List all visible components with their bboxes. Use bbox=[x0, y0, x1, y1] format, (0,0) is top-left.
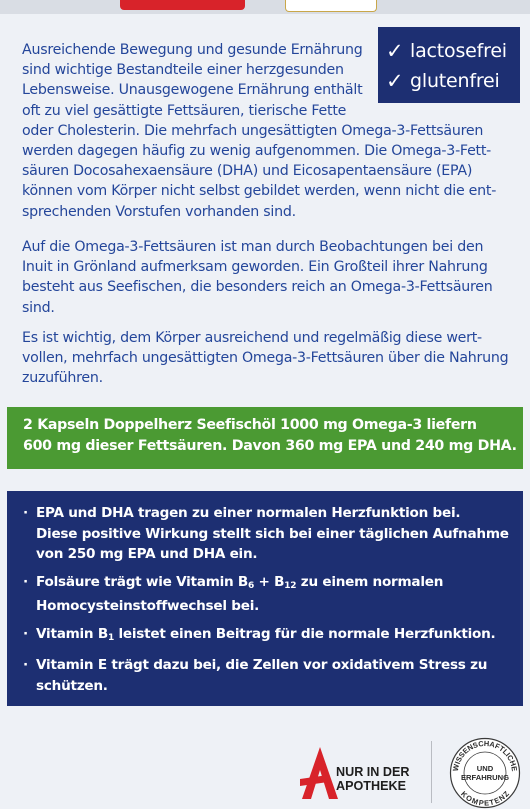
text-line: Ausreichende Bewegung und gesunde Ernährung bbox=[22, 42, 363, 58]
bullet: · bbox=[23, 657, 28, 673]
text-line: Diese positive Wirkung stellt sich bei einer täglichen Aufnahme bbox=[36, 525, 509, 542]
text-part: zu einem normalen bbox=[296, 573, 444, 590]
text-line: werden dagegen häufig zu wenig aufgenommen. Die Omega-3-Fett- bbox=[22, 143, 492, 160]
package-red-label bbox=[120, 0, 245, 10]
text-part: Vitamin B bbox=[36, 625, 108, 642]
subscript: 6 bbox=[248, 580, 255, 591]
text-part: + B bbox=[254, 573, 285, 590]
logo-text bbox=[336, 765, 409, 793]
text-line: Auf die Omega-3-Fettsäuren ist man durch Beobachtungen bei den bbox=[22, 239, 484, 255]
text-line: oder Cholesterin. Die mehrfach ungesättigten Omega-3-Fettsäuren bbox=[22, 122, 484, 139]
svg-text:WISSENSCHAFTLICHE: WISSENSCHAFTLICHE bbox=[450, 738, 520, 772]
text-line: von 250 mg EPA und DHA ein. bbox=[36, 546, 258, 562]
text-line: 600 mg dieser Fettsäuren. Davon 360 mg EPA und 240 mg DHA. bbox=[23, 438, 517, 454]
text-line: zuzuführen. bbox=[22, 370, 103, 387]
text-line: Vitamin E trägt dazu bei, die Zellen vor oxidativem Stress zu bbox=[36, 657, 488, 673]
text-line: EPA und DHA tragen zu einer normalen Herzfunktion bei. bbox=[36, 505, 461, 521]
badge-label: lactosefrei bbox=[410, 40, 507, 62]
text-line: Es ist wichtig, dem Körper ausreichend und regelmäßig diese wert- bbox=[22, 330, 482, 346]
pharmacy-only-logo bbox=[298, 745, 418, 801]
text-line: schützen. bbox=[36, 677, 108, 694]
text-line: besteht aus Seefischen, die besonders reich an Omega-3-Fettsäuren bbox=[22, 279, 493, 296]
text-line: Inuit in Grönland aufmerksam geworden. Ein Großteil ihrer Nahrung bbox=[22, 259, 488, 276]
package-white-label bbox=[285, 0, 377, 12]
intro-paragraph-3 bbox=[22, 328, 508, 389]
text-line bbox=[36, 572, 523, 597]
text-part: Folsäure trägt wie Vitamin B bbox=[36, 573, 249, 590]
text-line bbox=[36, 624, 523, 649]
text-line: sprechenden Vorstufen vorhanden sind. bbox=[22, 203, 296, 220]
claim-item bbox=[23, 503, 523, 565]
badge-label: glutenfrei bbox=[410, 70, 500, 92]
logo-line: APOTHEKE bbox=[336, 779, 406, 793]
subscript: 1 bbox=[107, 632, 114, 643]
text-line: sind. bbox=[22, 299, 55, 316]
competence-seal-icon bbox=[449, 737, 521, 809]
intro-paragraph-2 bbox=[22, 237, 493, 318]
footer-divider bbox=[431, 741, 432, 803]
check-icon: ✓ bbox=[386, 39, 404, 63]
text-line: oft zu viel gesättigte Fettsäuren, tierische Fette bbox=[22, 102, 347, 119]
text-line: säuren Docosahexaensäure (DHA) und Eicosapentaensäure (EPA) bbox=[22, 163, 473, 180]
claim-item bbox=[23, 624, 523, 649]
text-line: Lebensweise. Unausgewogene Ernährung enthält bbox=[22, 82, 363, 99]
subscript: 12 bbox=[284, 580, 297, 591]
text-part: leistet einen Beitrag für die normale Herzfunktion. bbox=[113, 625, 496, 642]
text-line: sind wichtige Bestandteile einer herzgesunden bbox=[22, 62, 344, 79]
bullet: · bbox=[23, 625, 28, 642]
text-line: 2 Kapseln Doppelherz Seefischöl 1000 mg Omega-3 liefern bbox=[23, 417, 477, 433]
intro-paragraph-1 bbox=[22, 40, 496, 222]
text-line: Homocysteinstoffwechsel bei. bbox=[36, 598, 260, 614]
claim-item bbox=[23, 655, 523, 696]
check-icon: ✓ bbox=[386, 69, 404, 93]
seal-text: ERFAHRUNG bbox=[460, 773, 510, 782]
text-line: vollen, mehrfach ungesättigten Omega-3-Fettsäuren über die Nahrung bbox=[22, 350, 509, 367]
logo-line: NUR IN DER bbox=[336, 765, 410, 779]
health-claims-box bbox=[7, 491, 523, 706]
bullet: · bbox=[23, 505, 28, 521]
package-top-strip bbox=[0, 0, 530, 14]
text-line: können vom Körper nicht selbst gebildet werden, wenn nicht die ent- bbox=[22, 183, 497, 200]
dosage-highlight-box bbox=[7, 407, 523, 469]
seal-text: UND bbox=[476, 764, 494, 773]
svg-text:KOMPETENZ: KOMPETENZ bbox=[459, 789, 511, 808]
claim-item bbox=[23, 572, 523, 617]
bullet: · bbox=[23, 573, 28, 590]
